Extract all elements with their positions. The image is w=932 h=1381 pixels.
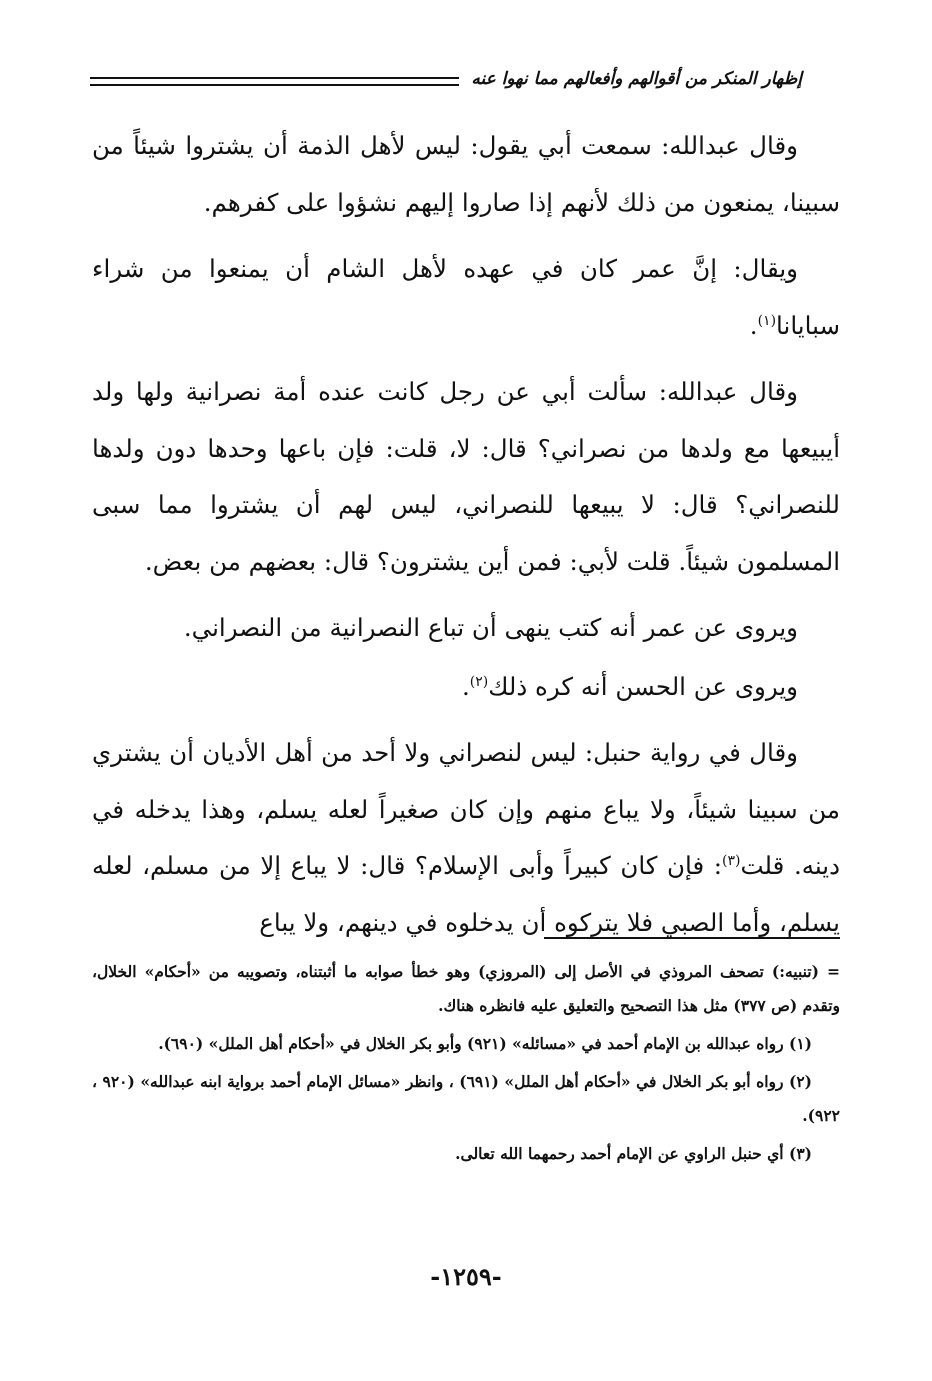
main-text [92, 118, 840, 961]
footnote-ref-3: (٣) [722, 852, 741, 869]
footnote-ref-1: (١) [757, 312, 777, 329]
paragraph [92, 659, 840, 716]
paragraph [92, 118, 840, 231]
paragraph [92, 241, 840, 354]
paragraph [92, 725, 840, 951]
footnotes [92, 955, 840, 1175]
paragraph-text: وقال عبدالله: سمعت أبي يقول: ليس لأهل الذمة أن يشتروا شيئاً من سبينا، يمنعون من ذلك لأنهم إذا صاروا إليهم نشؤوا على كفرهم. [92, 131, 840, 217]
paragraph-text: وقال في رواية حنبل: ليس لنصراني ولا أحد من أهل الأديان أن يشتري من سبينا شيئاً، ولا يباع منهم وإن كان صغيراً لعله يسلم، وهذا يدخله في دينه. قلت [92, 738, 840, 880]
paragraph-text: ويقال: إنَّ عمر كان في عهده لأهل الشام أن يمنعوا من شراء سبايانا [92, 254, 840, 340]
sentence-period: . [749, 310, 758, 340]
paragraph [92, 364, 840, 590]
footnote-3: (٣) أي حنبل الراوي عن الإمام أحمد رحمهما الله تعالى. [455, 1144, 812, 1163]
paragraph [92, 600, 840, 657]
footnote-2: (٢) رواه أبو بكر الخلال في «أحكام أهل الملل» (٦٩١) ، وانظر «مسائل الإمام أحمد برواية ابنه عبدالله» (٩٢٠ ، ٩٢٢). [92, 1072, 840, 1125]
footnote-continuation: = (تنبيه:) تصحف المروذي في الأصل إلى (المروزي) وهو خطأ صوابه ما أثبتناه، وتصويبه من «أحكام» الخلال، وتقدم (ص ٣٧٧) مثل هذا التصحيح والتعليق عليه فانظره هناك. [92, 962, 840, 1015]
footnote-ref-2: (٢) [469, 673, 489, 690]
running-title: إظهار المنكر من أقوالهم وأفعالهم مما نهوا عنه [471, 69, 802, 89]
paragraph-text: : فإن كان كبيراً وأبى الإسلام؟ قال: لا يباع إلا من مسلم، لعله يسلم، وأما الصبي فلا يتركوه أن يدخلوه في دينهم، ولا يباع [92, 851, 840, 937]
paragraph-text: وقال عبدالله: سألت أبي عن رجل كانت عنده أمة نصرانية ولها ولد أيبيعها مع ولدها من نصراني؟ قال: لا، قلت: فإن باعها وحدها دون ولدها للنصراني؟ قال: لا يبيعها للنصراني، ليس لهم أن يشتروا مما سبى المسلمون شيئاً. قلت لأبي: فمن أين يشترون؟ قال: بعضهم من بعض. [92, 377, 840, 576]
page-number: -١٢٥٩- [430, 1262, 502, 1291]
sentence-period: . [461, 671, 470, 701]
header-double-rule [90, 77, 459, 86]
running-header [90, 62, 802, 96]
footnote-1: (١) رواه عبدالله بن الإمام أحمد في «مسائله» (٩٢١) وأبو بكر الخلال في «أحكام أهل الملل» (٦٩٠). [158, 1034, 812, 1053]
paragraph-text: ويروى عن عمر أنه كتب ينهى أن تباع النصرانية من النصراني. [183, 613, 798, 642]
footnote-separator [544, 937, 840, 939]
paragraph-text: ويروى عن الحسن أنه كره ذلك [488, 671, 798, 701]
